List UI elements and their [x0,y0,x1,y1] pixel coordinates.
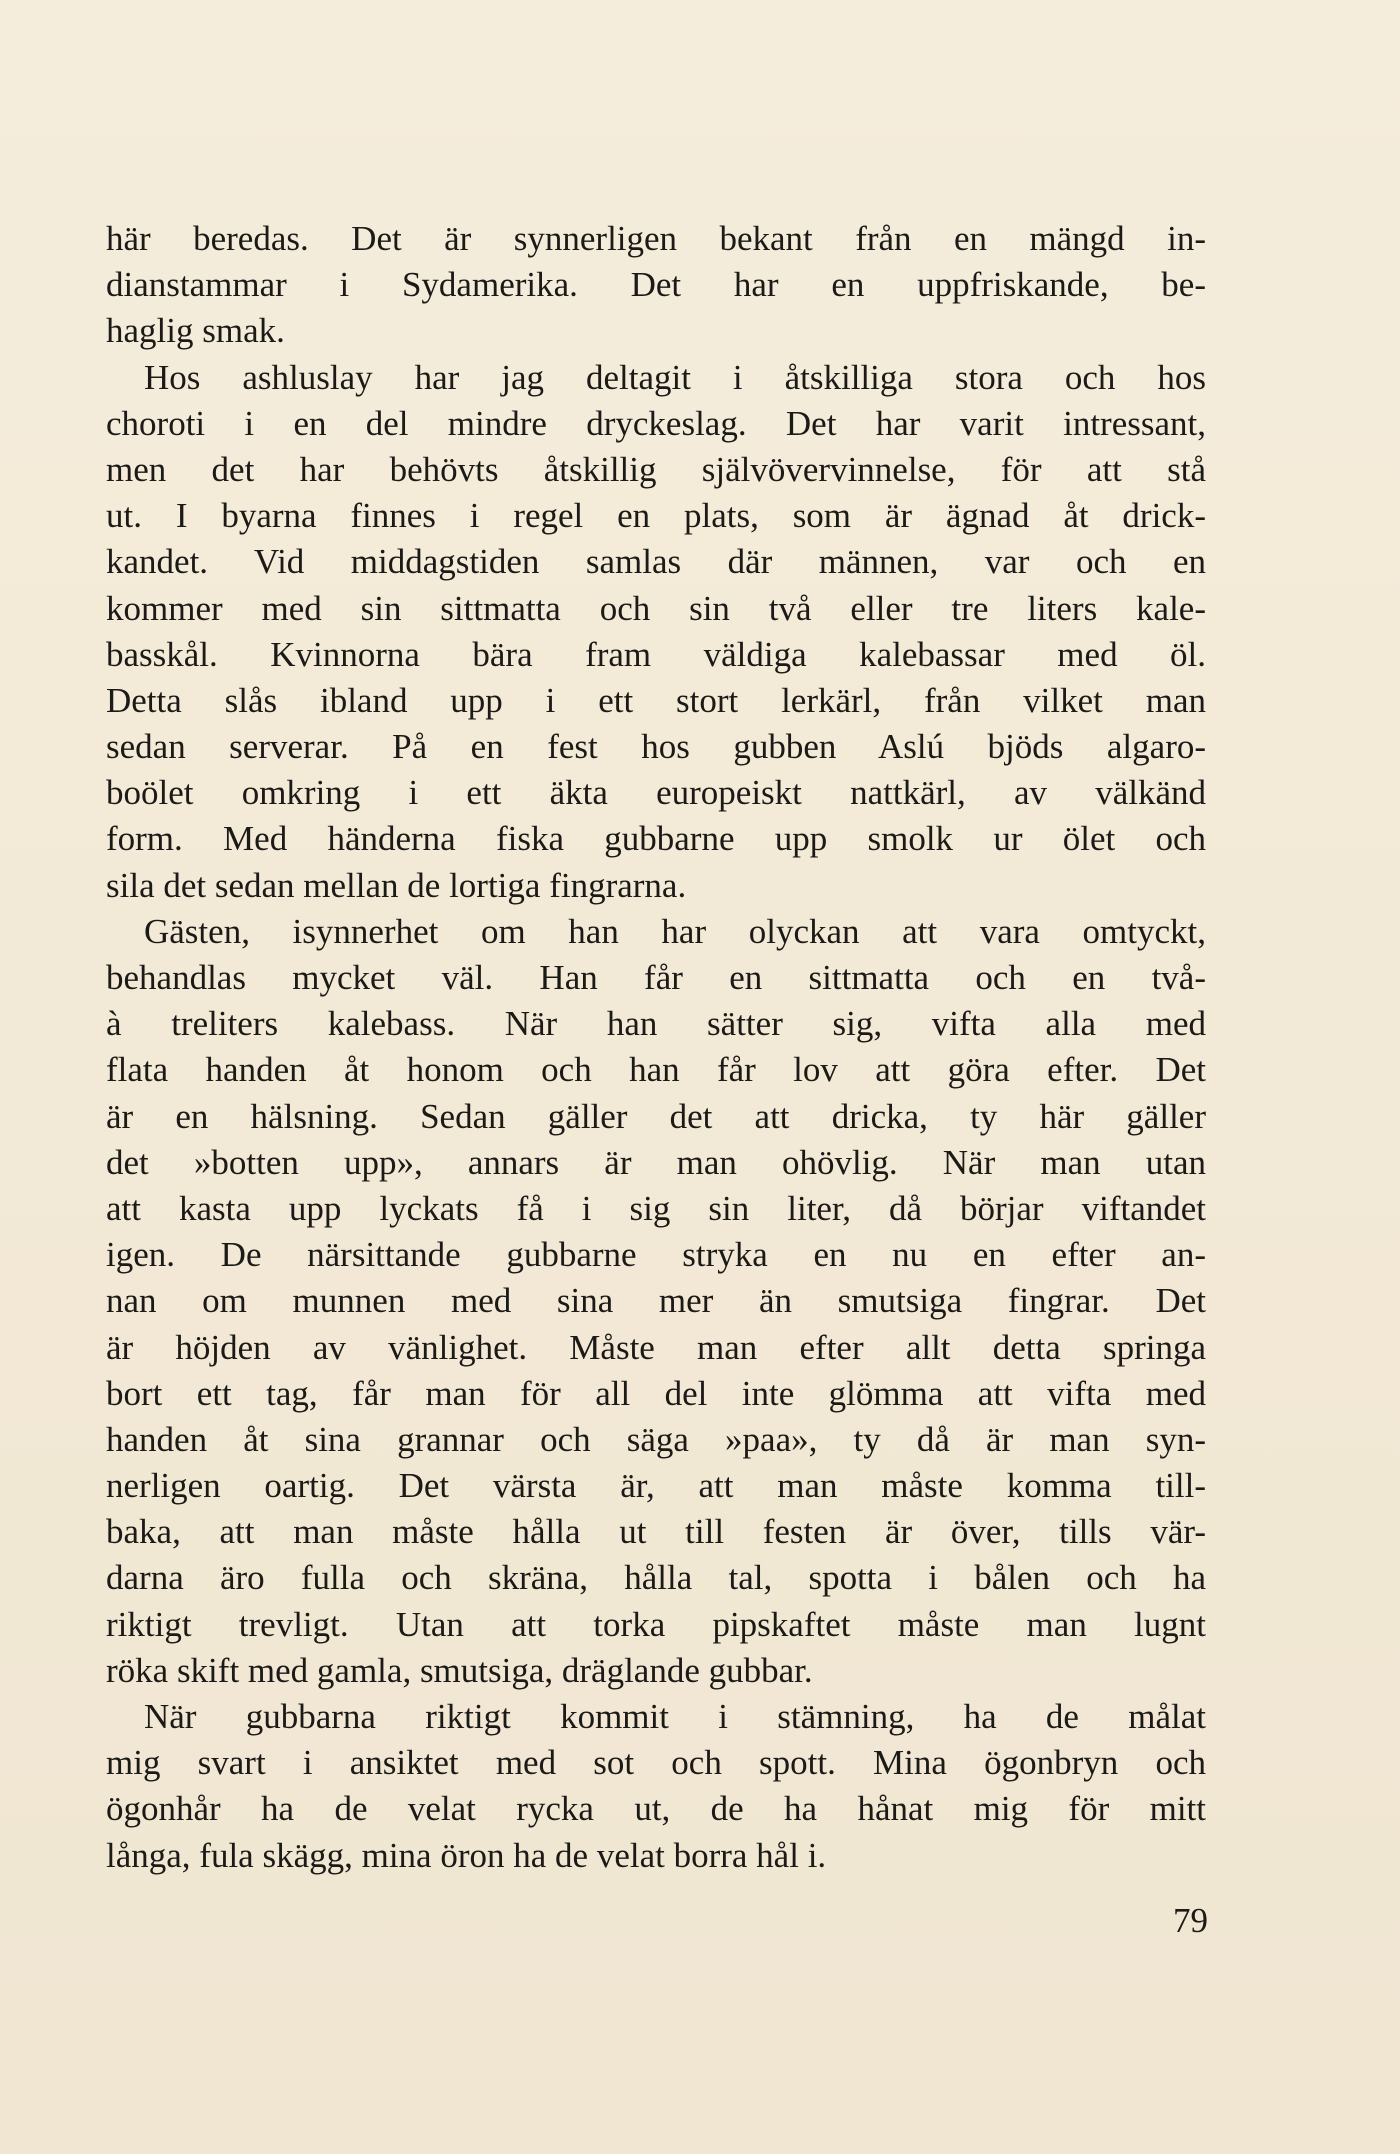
text-line: form. Med händerna fiska gubbarne upp smolk ur ölet och [106,819,1206,859]
text-line: baka, att man måste hålla ut till festen är över, tills vär- [106,1512,1206,1552]
text-line: ögonhår ha de velat rycka ut, de ha hånat mig för mitt [106,1789,1206,1829]
text-line: kommer med sin sittmatta och sin två eller tre liters kale- [106,588,1206,628]
text-line: à treliters kalebass. När han sätter sig, vifta alla med [106,1004,1206,1044]
paragraph-start-line: Gästen, isynnerhet om han har olyckan att vara omtyckt, [144,911,1206,951]
body-text [106,216,1206,1879]
text-line: flata handen åt honom och han får lov att göra efter. Det [106,1050,1206,1090]
text-line: kandet. Vid middagstiden samlas där männen, var och en [106,542,1206,582]
text-line: röka skift med gamla, smutsiga, dräglande gubbar. [106,1650,813,1690]
text-line: nerligen oartig. Det värsta är, att man måste komma till- [106,1466,1206,1506]
text-line: haglig smak. [106,311,285,351]
text-line: Detta slås ibland upp i ett stort lerkärl, från vilket man [106,680,1206,720]
text-line: men det har behövts åtskillig självövervinnelse, för att stå [106,449,1206,489]
text-line: att kasta upp lyckats få i sig sin liter, då börjar viftandet [106,1188,1206,1228]
text-line: igen. De närsittande gubbarne stryka en nu en efter an- [106,1235,1206,1275]
page-number: 79 [1173,1901,1208,1940]
text-line: boölet omkring i ett äkta europeiskt nattkärl, av välkänd [106,773,1206,813]
text-line: det »botten upp», annars är man ohövlig. När man utan [106,1142,1206,1182]
text-line: darna äro fulla och skräna, hålla tal, spotta i bålen och ha [106,1558,1206,1598]
paragraph-start-line: När gubbarna riktigt kommit i stämning, ha de målat [144,1697,1206,1736]
text-line: riktigt trevligt. Utan att torka pipskaftet måste man lugnt [106,1604,1206,1644]
text-line: är höjden av vänlighet. Måste man efter allt detta springa [106,1327,1206,1367]
text-line: behandlas mycket väl. Han får en sittmatta och en två- [106,958,1206,997]
text-line: ut. I byarna finnes i regel en plats, som är ägnad åt drick- [106,496,1206,536]
text-line: är en hälsning. Sedan gäller det att dricka, ty här gäller [106,1096,1206,1136]
text-line: nan om munnen med sina mer än smutsiga fingrar. Det [106,1281,1206,1321]
text-line: handen åt sina grannar och säga »paa», ty då är man syn- [106,1419,1206,1459]
paragraph-start-line: Hos ashluslay har jag deltagit i åtskilliga stora och hos [144,357,1206,397]
text-line: basskål. Kvinnorna bära fram väldiga kalebassar med öl. [106,634,1206,674]
text-line: här beredas. Det är synnerligen bekant från en mängd in- [106,219,1206,258]
text-line: dianstammar i Sydamerika. Det har en uppfriskande, be- [106,265,1206,305]
text-line: choroti i en del mindre dryckeslag. Det har varit intressant, [106,403,1206,443]
text-line: mig svart i ansiktet med sot och spott. Mina ögonbryn och [106,1743,1206,1783]
text-line: sila det sedan mellan de lortiga fingrarna. [106,865,687,905]
text-line: sedan serverar. På en fest hos gubben Aslú bjöds algaro- [106,727,1206,767]
text-line: långa, fula skägg, mina öron ha de velat borra hål i. [106,1835,827,1875]
text-line: bort ett tag, får man för all del inte glömma att vifta med [106,1373,1206,1413]
